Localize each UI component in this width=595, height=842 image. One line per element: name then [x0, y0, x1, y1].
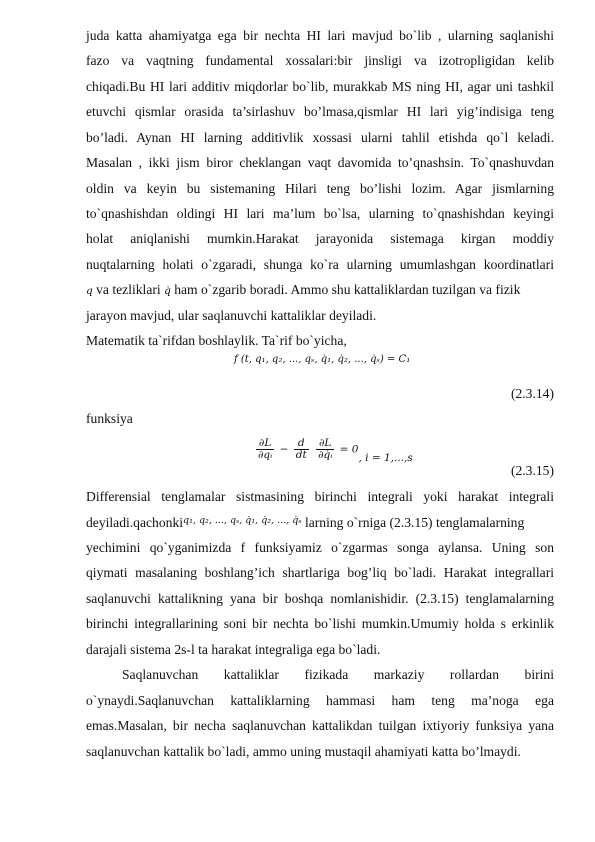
text-line: Masalan , ikki jism biror cheklangan vaqt davomida to’qnashsin. To`qnashuvdan [86, 155, 554, 170]
text-line: darajali sistema 2s-l ta harakat integraliga ega bo`ladi. [86, 642, 381, 657]
text-line: saqlanuvchan kattalik bo`ladi, ammo uning mustaqil ahamiyati katta bo’lmaydi. [86, 744, 521, 759]
text-line: holat aniqlanishi mumkin.Harakat jarayonida sistemaga kirgan moddiy [86, 231, 554, 246]
equation-2-3-14: f (t, q₁, q₂, ..., qₛ, q̇₁, q̇₂, ..., q̇ₛ) = C₁ [234, 354, 411, 365]
text-line: birinchi integrallarining soni bir nechta bo`lishi mumkin.Umumiy holda s erkinlik [86, 616, 554, 631]
text-fragment: va tezliklari [92, 282, 165, 297]
text-line: to`qnashishdan oldingi HI lari ma’lum bo`lsa, ularning to`qnashishdan keyingi [86, 206, 554, 221]
coordinates-symbols: q₁, q₂, ..., qₛ, q̇₁, q̇₂, ..., q̇ₛ [183, 515, 302, 526]
text-line: Matematik ta`rifdan boshlaylik. Ta`rif bo`yicha, [86, 333, 347, 348]
fraction: $\frac{\partial L}{\text{∂q̇ᵢ}}$ [318, 437, 333, 461]
text-line-with-symbols: deyiladi.qachonki$^{q_1, q_2, ..., q_s, q̇_1, q̇_2, ..., q̇_s}$ larning o`rniga (2.3.15) tenglamalarning [86, 515, 525, 530]
equation-number: (2.3.15) [510, 463, 554, 478]
text-line: bo’ladi. Aynan HI larning additivlik xossasi ularni tahlil etishda qo`l keladi. [86, 130, 554, 145]
text-line: saqlanuvchi kattalikning yana bir boshqa nomlanishidir. (2.3.15) tenglamalarning [86, 591, 554, 606]
text-line: juda katta ahamiyatga ega bir nechta HI lari mavjud bo`lib , ularning saqlanishi [86, 28, 554, 43]
text-line: yechimini qo`yganimizda f funksiyamiz o`zgarmas songa aylansa. Uning son [86, 540, 554, 555]
text-line: jarayon mavjud, ular saqlanuvchi kattaliklar deyiladi. [86, 308, 377, 323]
fraction: $\frac{d}{dt}$ [295, 437, 307, 461]
equation-number: (2.3.14) [510, 386, 554, 401]
fraction: $\frac{\partial L}{\text{∂qᵢ}}$ [258, 437, 273, 461]
text-line: Differensial tenglamalar sistmasining birinchi integrali yoki harakat integrali [86, 489, 554, 504]
text-line: qiymati masalaning boshlang’ich shartlariga bog’liq bo`ladi. Harakat integrallari [86, 565, 554, 580]
text-line: emas.Masalan, bir necha saqlanuvchan kattalikdan tuilgan ixtiyoriy funksiya yana [86, 718, 554, 733]
q-symbol: q [86, 285, 93, 297]
text-fragment: ham o`zgarib boradi. Ammo shu kattaliklardan tuzilgan va fizik [170, 282, 521, 297]
text-line-with-symbols [86, 282, 554, 299]
qdot-symbol: q̇ [164, 285, 171, 297]
text-line: chiqadi.Bu HI lari additiv miqdorlar bo`lib, murakkab MS ning HI, agar uni tashkil [86, 79, 554, 94]
equation-2-3-15: $\frac{\partial L}{\text{∂qᵢ}}$ − $\frac{d}{dt}$ $\frac{\partial L}{\text{∂q̇ᵢ}}$ = 0, i = 1,...,s [258, 437, 413, 464]
text-line: o`ynaydi.Saqlanuvchan kattaliklarning hammasi ham teng ma’noga ega [86, 693, 554, 708]
text-line: oldin va keyin bu sistemaning Hilari teng bo’lishi lozim. Agar jismlarning [86, 181, 554, 196]
text-line: etuvchi qismlar orasida ta’sirlashuv bo’lmasa,qismlar HI lari yig’indisiga teng [86, 104, 554, 119]
text-line: funksiya [86, 411, 133, 426]
text-line: fazo va vaqtning fundamental xossalari:bir jinsligi va izotropligidan kelib [86, 53, 554, 68]
text-line: nuqtalarning holati o`zgaradi, shunga ko`ra ularning umumlashgan koordinatlari [86, 257, 554, 272]
text-line: Saqlanuvchan kattaliklar fizikada markaziy rollardan birini [122, 667, 554, 682]
